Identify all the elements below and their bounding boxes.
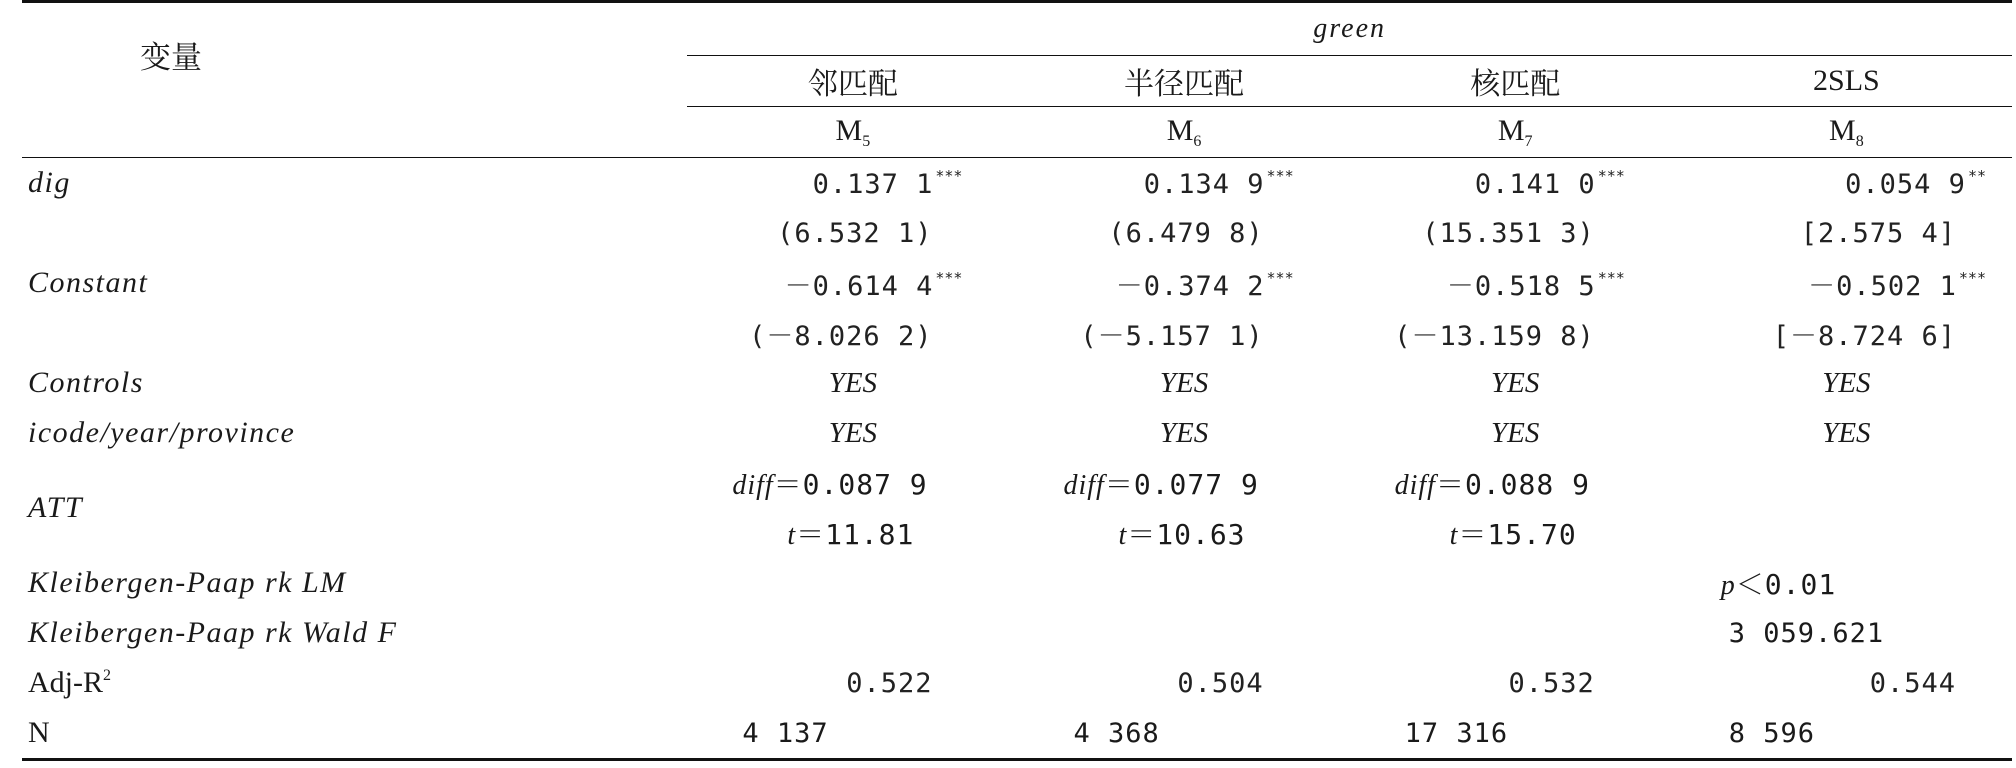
stat-cell: [2.575 4] [1800,217,1956,249]
t-value: ＝11.81 [796,518,915,551]
coef-cell [687,258,1018,308]
adj-r2-cell: 0.532 [1508,667,1595,699]
regression-table [22,0,2012,761]
r-squared-superscript: 2 [103,667,111,684]
method-header-2sls: 2SLS [1681,56,2012,107]
table-row-constant-coef [22,258,2012,308]
coef-cell [1350,158,1681,209]
coef-value: －0.374 2 [1115,270,1265,302]
significance-stars: *** [1597,166,1625,185]
t-value: ＝15.70 [1458,518,1577,551]
att-diff-cell [687,458,1018,508]
empty-cell [1350,608,1681,658]
n-cell: 4 137 [687,708,1018,760]
row-label-controls: Controls [28,366,144,399]
adj-r2-cell: 0.544 [1869,667,1956,699]
model-label: M [835,113,863,147]
n-cell: 8 596 [1681,708,2012,760]
model-subscript: 5 [862,132,871,150]
t-value: ＝10.63 [1127,518,1246,551]
model-header-m6 [1018,107,1349,158]
row-label-empty [22,308,687,358]
row-label-kp-lm: Kleibergen-Paap rk LM [28,566,347,599]
table-row-att-diff [22,458,2012,508]
row-label-empty [22,208,687,258]
coef-cell [687,158,1018,209]
adj-r2-cell: 0.522 [846,667,933,699]
empty-cell [1350,558,1681,608]
row-label-dig: dig [28,166,71,199]
significance-stars: *** [1266,268,1294,287]
model-subscript: 6 [1193,132,1202,150]
stat-cell: (－5.157 1) [1080,320,1264,352]
yes-cell: YES [1159,416,1209,449]
empty-cell [687,608,1018,658]
att-diff-cell [1018,458,1349,508]
table-row-n [22,708,2012,760]
diff-value: ＝0.077 9 [1104,468,1259,501]
table-row-controls [22,358,2012,408]
table-row-kp-lm [22,558,2012,608]
empty-cell [1018,558,1349,608]
stat-cell: (15.351 3) [1422,217,1595,249]
table-row-constant-stat [22,308,2012,358]
significance-stars: *** [1958,268,1986,287]
model-label: M [1829,113,1856,147]
empty-cell [1681,458,2012,508]
yes-cell: YES [1491,416,1540,449]
header-row-models [22,107,2012,158]
coef-value: －0.614 4 [784,270,934,302]
coef-cell [1018,258,1349,308]
row-label-kp-f: Kleibergen-Paap rk Wald F [28,616,398,649]
coef-value: －0.502 1 [1808,270,1957,302]
empty-cell [1681,508,2012,558]
model-subscript: 8 [1855,132,1864,150]
coef-cell [1018,158,1349,209]
coef-value: 0.134 9 [1143,168,1265,200]
row-label-constant: Constant [28,266,149,299]
att-t-cell [1018,508,1349,558]
coef-value: 0.141 0 [1474,168,1596,200]
yes-cell: YES [1822,416,1871,449]
significance-stars: *** [1266,166,1294,185]
model-header-m8 [1681,107,2012,158]
row-label-n: N [22,708,687,760]
significance-stars: *** [935,166,963,185]
table-row-fixed-effects [22,408,2012,458]
adj-r-label: Adj-R [28,666,103,699]
row-label-adj-r2 [22,658,687,708]
table-row-dig-coef [22,158,2012,209]
model-subscript: 7 [1524,132,1533,150]
t-label: t [1449,520,1459,551]
stat-cell: [－8.724 6] [1772,320,1956,352]
table-row-kp-f [22,608,2012,658]
diff-label: diff [1063,470,1105,501]
adj-r2-cell: 0.504 [1177,667,1264,699]
t-label: t [1118,520,1128,551]
att-diff-cell [1350,458,1681,508]
method-header-radius: 半径匹配 [1018,56,1349,107]
variable-column-header: 变量 [22,2,687,107]
att-t-cell [1350,508,1681,558]
diff-label: diff [732,470,774,501]
method-header-kernel: 核匹配 [1350,56,1681,107]
model-label: M [1166,113,1194,147]
significance-stars: ** [1967,166,1986,185]
coef-value: －0.518 5 [1446,270,1596,302]
table-row-dig-stat [22,208,2012,258]
coef-value: 0.054 9 [1845,168,1966,200]
stat-cell: (－13.159 8) [1394,320,1595,352]
coef-cell [1350,258,1681,308]
model-label: M [1497,113,1525,147]
n-cell: 4 368 [1018,708,1349,760]
yes-cell: YES [1491,366,1540,399]
header-row-depvar [22,2,2012,56]
yes-cell: YES [828,416,878,449]
p-label: p [1720,570,1736,601]
dependent-variable-header: green [687,2,2012,56]
p-value: ＜0.01 [1735,568,1837,601]
coef-cell [1681,258,2012,308]
empty-cell [1018,608,1349,658]
empty-cell [687,558,1018,608]
header-empty-cell [22,107,687,158]
significance-stars: *** [1597,268,1625,287]
table-row-adj-r2 [22,658,2012,708]
diff-label: diff [1394,470,1436,501]
regression-table-container [22,0,2012,768]
method-header-nearest: 邻匹配 [687,56,1018,107]
n-cell: 17 316 [1350,708,1681,760]
yes-cell: YES [1822,366,1871,399]
significance-stars: *** [935,268,963,287]
att-t-cell [687,508,1018,558]
yes-cell: YES [828,366,878,399]
coef-cell [1681,158,2012,209]
stat-cell: (6.479 8) [1108,217,1264,249]
stat-cell: (6.532 1) [777,217,933,249]
stat-cell: (－8.026 2) [749,320,933,352]
diff-value: ＝0.088 9 [1435,468,1590,501]
t-label: t [787,520,797,551]
diff-value: ＝0.087 9 [773,468,928,501]
kp-f-value-cell: 3 059.621 [1728,617,1885,649]
yes-cell: YES [1159,366,1209,399]
model-header-m5 [687,107,1018,158]
row-label-fixed-effects: icode/year/province [28,416,296,449]
coef-value: 0.137 1 [812,168,934,200]
kp-lm-value-cell [1681,558,2012,608]
model-header-m7 [1350,107,1681,158]
row-label-att: ATT [28,491,84,524]
